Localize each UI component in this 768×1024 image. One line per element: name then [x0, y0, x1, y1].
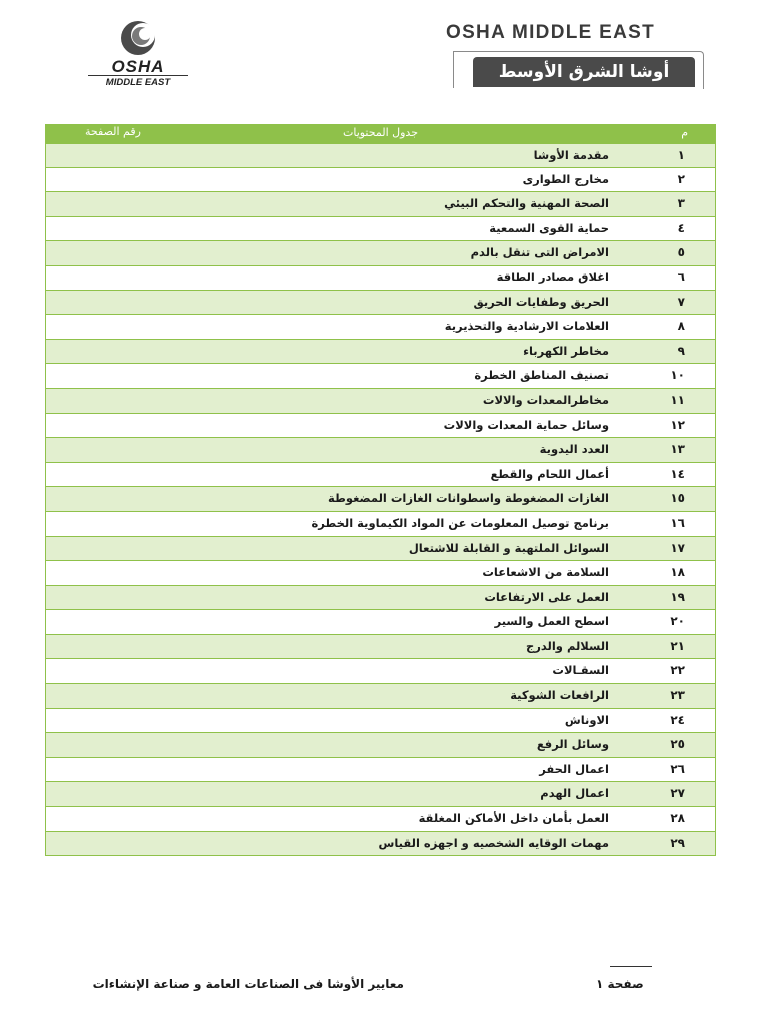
toc-row — [45, 537, 716, 562]
toc-row-number: ٢١ — [670, 638, 685, 653]
toc-header-page: رقم الصفحة — [85, 125, 141, 138]
toc-row-title: السوائل الملتهبة و القابلة للاشتعال — [408, 540, 609, 555]
toc-row-title: برنامج توصيل المعلومات عن المواد الكيماوية الخطرة — [311, 515, 609, 530]
toc-row — [45, 635, 716, 660]
toc-row-number: ١١ — [670, 392, 685, 407]
toc-row-title: الصحة المهنية والتحكم البيئي — [444, 196, 609, 211]
toc-row-number: ٣ — [677, 196, 685, 211]
toc-row-title: مهمات الوقايه الشخصيه و اجهزه القياس — [378, 835, 609, 850]
toc-row-number: ٨ — [677, 319, 685, 334]
toc-row — [45, 438, 716, 463]
toc-row-title: أعمال اللحام والقطع — [490, 466, 609, 481]
toc-row-number: ١٥ — [670, 491, 685, 506]
toc-row-number: ٢٧ — [670, 786, 685, 801]
toc-row-title: اغلاق مصادر الطاقة — [496, 269, 609, 284]
footer-document-title: معايير الأوشا فى الصناعات العامة و صناعة الإنشاءات — [92, 977, 404, 991]
brand-title-arabic: أوشا الشرق الأوسط — [473, 57, 695, 87]
toc-row — [45, 315, 716, 340]
toc-row — [45, 561, 716, 586]
toc-row-number: ٢٥ — [670, 737, 685, 752]
toc-row-title: الامراض التى تنقل بالدم — [470, 245, 609, 260]
toc-row-title: العمل بأمان داخل الأماكن المغلقة — [418, 811, 609, 826]
toc-row-number: ١ — [677, 148, 685, 162]
logo-text-osha: OSHA — [111, 57, 165, 76]
toc-row — [45, 217, 716, 242]
toc-row-number: ١٨ — [670, 565, 685, 580]
toc-row — [45, 291, 716, 316]
toc-row — [45, 586, 716, 611]
toc-row-title: حماية القوى السمعية — [489, 220, 609, 235]
footer-divider — [610, 966, 652, 967]
toc-row-title: مخاطر الكهرباء — [523, 343, 609, 358]
toc-row — [45, 487, 716, 512]
brand-frame-left — [453, 51, 454, 88]
toc-row — [45, 340, 716, 365]
toc-row-title: السلالم والدرج — [526, 638, 609, 653]
toc-row — [45, 782, 716, 807]
toc-row-title: العلامات الارشادية والتحذيرية — [444, 319, 609, 334]
toc-row-title: وسائل حماية المعدات والالات — [443, 417, 609, 432]
toc-row-number: ٢٨ — [670, 811, 685, 826]
footer-page-number: صفحة ١ — [596, 977, 644, 991]
toc-row-number: ٢٦ — [670, 761, 685, 776]
toc-row-title: وسائل الرفع — [536, 737, 609, 752]
toc-row — [45, 414, 716, 439]
toc-row-number: ٩ — [677, 343, 685, 358]
toc-row — [45, 192, 716, 217]
toc-row-title: السلامة من الاشعاعات — [482, 565, 609, 580]
toc-row — [45, 659, 716, 684]
logo-text-middle-east: MIDDLE EAST — [105, 77, 171, 88]
toc-row-number: ١٢ — [670, 417, 685, 432]
toc-row-number: ٦ — [677, 269, 685, 284]
toc-row-number: ٢٩ — [670, 835, 685, 850]
toc-row-number: ١٦ — [670, 515, 685, 530]
toc-row — [45, 168, 716, 193]
brand-title-english: OSHA MIDDLE EAST — [446, 22, 656, 43]
toc-row-number: ٢٤ — [670, 712, 685, 727]
table-of-contents — [45, 124, 716, 856]
toc-row-number: ١٤ — [670, 466, 685, 481]
toc-row — [45, 758, 716, 783]
toc-row — [45, 610, 716, 635]
toc-body — [45, 143, 716, 856]
toc-row-number: ١٩ — [670, 589, 685, 604]
toc-row-title: مخارج الطوارى — [522, 171, 609, 186]
toc-row — [45, 241, 716, 266]
toc-row-number: ١٠ — [670, 368, 685, 383]
toc-row-number: ١٧ — [670, 540, 685, 555]
toc-row-number: ١٣ — [670, 442, 685, 457]
toc-row-title: تصنيف المناطق الخطرة — [474, 368, 609, 383]
toc-header-title: جدول المحتويات — [342, 126, 418, 139]
toc-row — [45, 709, 716, 734]
toc-row — [45, 266, 716, 291]
toc-row-title: مقدمة الأوشا — [533, 148, 609, 162]
toc-row-number: ٢٠ — [670, 614, 685, 629]
toc-header-row — [45, 124, 716, 143]
toc-row-number: ٢٢ — [670, 663, 685, 678]
toc-row — [45, 807, 716, 832]
toc-row-title: العدد اليدوية — [539, 442, 609, 457]
toc-row — [45, 463, 716, 488]
logo-divider — [88, 75, 188, 76]
toc-row-title: مخاطرالمعدات والالات — [482, 392, 609, 407]
toc-row-title: الاوناش — [564, 712, 609, 727]
toc-row-title: اعمال الهدم — [540, 786, 609, 801]
toc-row-title: اسطح العمل والسير — [494, 614, 609, 629]
toc-row — [45, 512, 716, 537]
toc-row-title: السقـالات — [552, 663, 609, 678]
toc-row — [45, 389, 716, 414]
toc-row-number: ٧ — [677, 294, 685, 309]
toc-row-title: الحريق وطفايات الحريق — [473, 294, 609, 309]
toc-row-title: العمل على الارتفاعات — [484, 589, 609, 604]
toc-row-title: اعمال الحفر — [539, 761, 609, 776]
toc-row — [45, 832, 716, 857]
toc-row-number: ٢ — [677, 171, 685, 186]
toc-row-number: ٥ — [677, 245, 685, 260]
toc-row-title: الرافعات الشوكية — [510, 688, 609, 703]
toc-row-number: ٢٣ — [670, 688, 685, 703]
toc-row — [45, 733, 716, 758]
toc-header-number: م — [681, 126, 688, 139]
toc-row-title: الغازات المضغوطة واسطوانات الغازات المضغوطة — [328, 491, 609, 506]
toc-row-number: ٤ — [677, 220, 685, 235]
osha-logo — [88, 18, 188, 88]
toc-row — [45, 364, 716, 389]
toc-row — [45, 684, 716, 709]
toc-row — [45, 143, 716, 168]
swirl-logo-icon — [110, 18, 166, 58]
